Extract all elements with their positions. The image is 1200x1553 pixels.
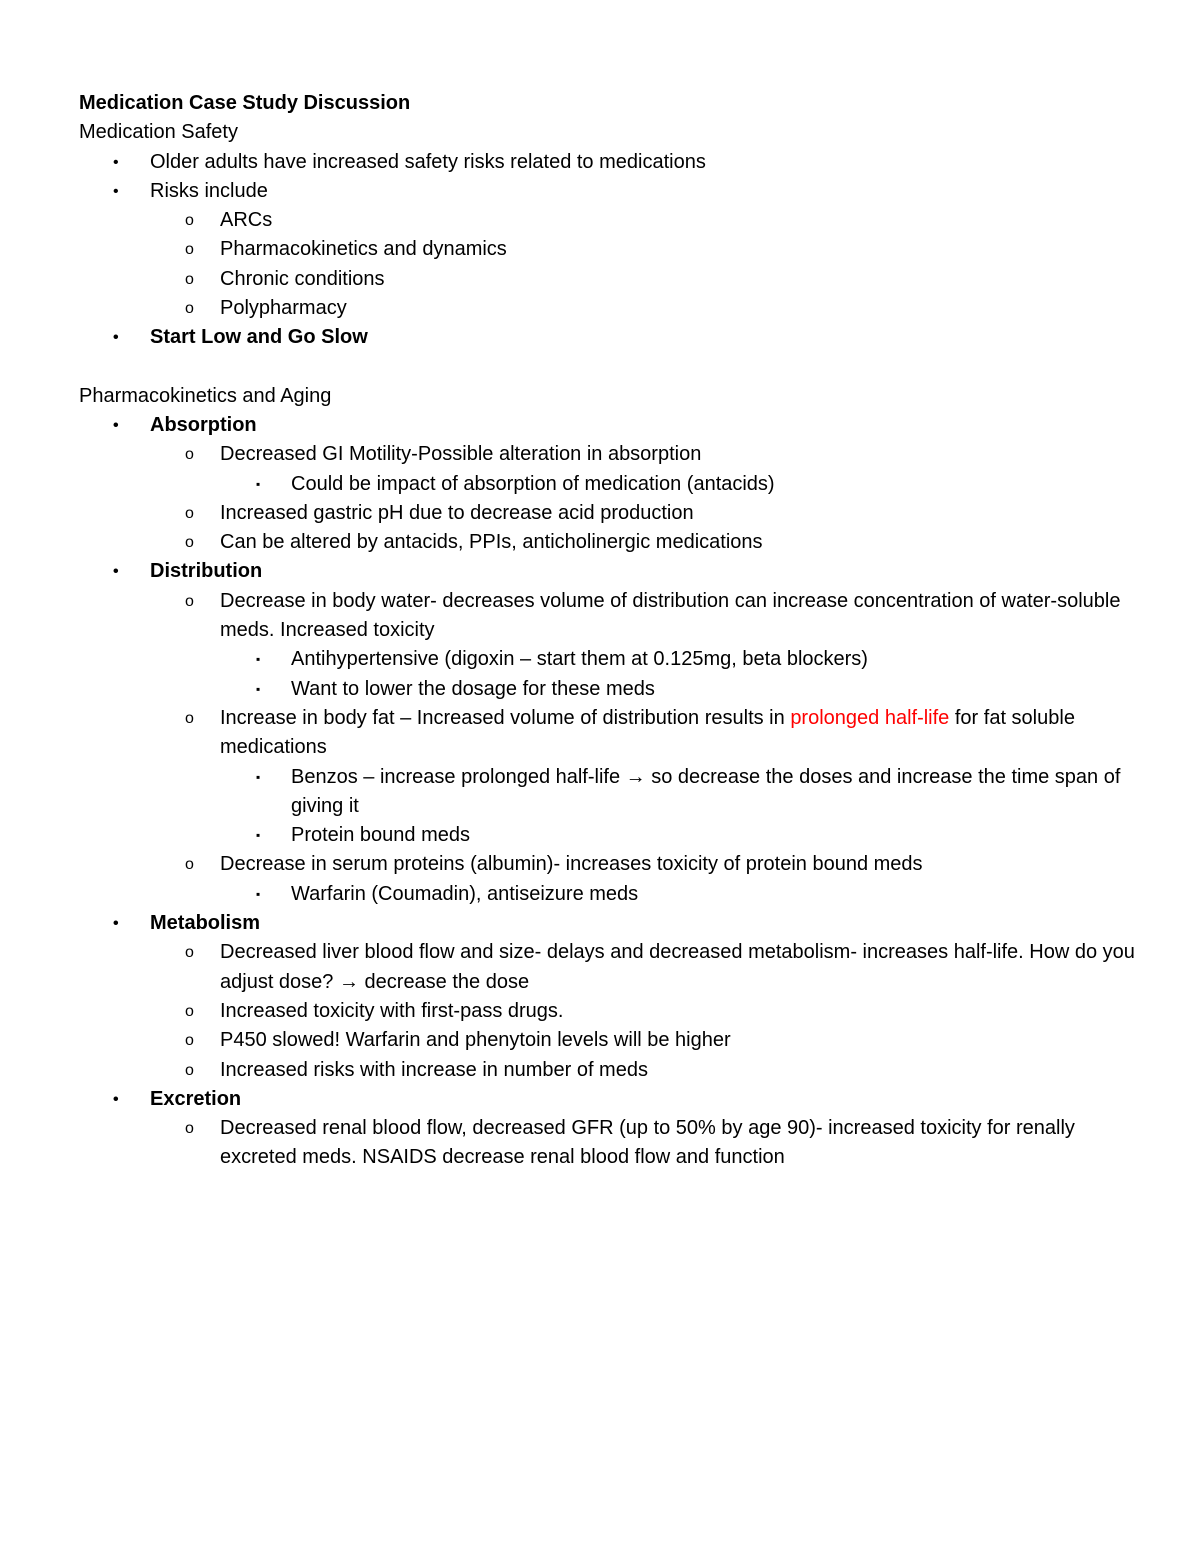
distribution-sub-list-3 xyxy=(79,880,1139,909)
circle-marker: o xyxy=(185,300,194,318)
list-item xyxy=(79,470,1139,499)
pharmacokinetics-list xyxy=(79,411,1139,1173)
list-item-text: Warfarin (Coumadin), antiseizure meds xyxy=(291,882,639,905)
circle-marker: o xyxy=(185,504,194,522)
list-item xyxy=(79,1114,1140,1173)
bullet-marker: • xyxy=(113,182,119,200)
list-item-text: Decreased GI Motility-Possible alteration in absorption xyxy=(220,443,702,466)
highlighted-term: prolonged half-life xyxy=(790,706,950,729)
list-item-text: Absorption xyxy=(150,413,257,436)
excretion-list xyxy=(79,1114,1139,1173)
square-marker: ▪ xyxy=(256,476,261,491)
metabolism-list xyxy=(79,938,1139,1084)
list-item-text: Decrease in serum proteins (albumin)- increases toxicity of protein bound meds xyxy=(220,853,923,876)
circle-marker: o xyxy=(185,212,194,230)
distribution-sub-list-1 xyxy=(79,645,1139,704)
list-item-text: Can be altered by antacids, PPIs, anticholinergic medications xyxy=(220,531,763,554)
bullet-marker: • xyxy=(113,329,119,347)
list-item-text: Benzos – increase prolonged half-life → so decrease the doses and increase the time span of giving it xyxy=(291,765,1121,817)
list-item-text: Protein bound meds xyxy=(291,824,471,847)
circle-marker: o xyxy=(185,446,194,464)
list-item-absorption xyxy=(79,411,1139,440)
blank-line xyxy=(79,353,1139,382)
list-item xyxy=(79,528,1139,557)
distribution-sublist-container xyxy=(79,587,1139,909)
risks-list xyxy=(79,206,1139,323)
section-heading-medication-safety: Medication Safety xyxy=(79,121,238,144)
circle-marker: o xyxy=(185,592,194,610)
list-item-text: ARCs xyxy=(220,209,273,232)
bullet-marker: • xyxy=(113,1090,119,1108)
list-item-text: Increased gastric pH due to decrease acid production xyxy=(220,501,694,524)
list-item xyxy=(79,704,1140,763)
list-item-text: Older adults have increased safety risks related to medications xyxy=(150,150,706,173)
absorption-sublist-container xyxy=(79,440,1139,557)
list-item xyxy=(79,206,1139,235)
sublist-container xyxy=(79,645,1139,704)
sublist-container xyxy=(79,763,1139,851)
list-item-text: Risks include xyxy=(150,179,268,202)
list-item xyxy=(79,645,1139,674)
bullet-marker: • xyxy=(113,915,119,933)
list-item xyxy=(79,1026,1139,1055)
list-item-excretion xyxy=(79,1085,1139,1114)
bullet-marker: • xyxy=(113,563,119,581)
list-item xyxy=(79,235,1139,264)
list-item-text: Antihypertensive (digoxin – start them at 0.125mg, beta blockers) xyxy=(291,648,868,671)
list-item-text: Pharmacokinetics and dynamics xyxy=(220,238,507,261)
square-marker: ▪ xyxy=(256,828,261,843)
list-item xyxy=(79,265,1139,294)
sublist-container xyxy=(79,880,1139,909)
list-item-metabolism xyxy=(79,909,1139,938)
list-item xyxy=(79,763,1141,822)
circle-marker: o xyxy=(185,856,194,874)
list-item-text: Excretion xyxy=(150,1087,242,1110)
metabolism-sublist-container xyxy=(79,938,1139,1084)
list-item xyxy=(79,1056,1139,1085)
list-item-text: P450 slowed! Warfarin and phenytoin levels will be higher xyxy=(220,1029,731,1052)
circle-marker: o xyxy=(185,1120,194,1138)
risks-sublist-container xyxy=(79,206,1139,323)
circle-marker: o xyxy=(185,1061,194,1079)
list-item-text: Could be impact of absorption of medication (antacids) xyxy=(291,472,775,495)
list-item xyxy=(79,997,1139,1026)
document-title: Medication Case Study Discussion xyxy=(79,92,411,114)
circle-marker: o xyxy=(185,709,194,727)
list-item-text: Increased toxicity with first-pass drugs. xyxy=(220,999,564,1022)
list-item xyxy=(79,148,1139,177)
list-item-text: Metabolism xyxy=(150,912,261,935)
list-item-text-end: for fat soluble medications xyxy=(220,706,1075,759)
circle-marker: o xyxy=(185,270,194,288)
list-item-text: Distribution xyxy=(150,560,263,583)
list-item-text: Decreased liver blood flow and size- delays and decreased metabolism- increases half-life. How do you adjust dose? → decrease the dose xyxy=(220,941,1135,993)
distribution-sub-list-2 xyxy=(79,763,1139,851)
circle-marker: o xyxy=(185,241,194,259)
excretion-sublist-container xyxy=(79,1114,1139,1173)
list-item-text: Start Low and Go Slow xyxy=(150,326,368,349)
square-marker: ▪ xyxy=(256,769,261,784)
list-item xyxy=(79,587,1140,646)
list-item xyxy=(79,850,1139,879)
list-item xyxy=(79,323,1139,352)
list-item xyxy=(79,440,1139,469)
list-item-text-start: Increase in body fat – Increased volume of distribution results in xyxy=(220,706,791,729)
distribution-list xyxy=(79,587,1139,909)
list-item-text: Increased risks with increase in number of meds xyxy=(220,1058,648,1081)
list-item-text: Chronic conditions xyxy=(220,267,385,290)
list-item-text: Decreased renal blood flow, decreased GFR (up to 50% by age 90)- increased toxicity for renally excreted meds. NSAIDS decrease renal blood flow and function xyxy=(220,1117,1075,1169)
list-item-text: Want to lower the dosage for these meds xyxy=(291,677,655,700)
list-item-text: Polypharmacy xyxy=(220,297,347,320)
circle-marker: o xyxy=(185,1002,194,1020)
document-body xyxy=(79,89,1139,1173)
bullet-marker: • xyxy=(113,153,119,171)
square-marker: ▪ xyxy=(256,681,261,696)
list-item-distribution xyxy=(79,557,1139,586)
list-item xyxy=(79,499,1139,528)
list-item xyxy=(79,294,1139,323)
list-item xyxy=(79,177,1139,206)
circle-marker: o xyxy=(185,944,194,962)
circle-marker: o xyxy=(185,1032,194,1050)
list-item xyxy=(79,675,1139,704)
list-item-text: Decrease in body water- decreases volume of distribution can increase concentration of water-soluble meds. Increased toxicity xyxy=(220,589,1121,642)
circle-marker: o xyxy=(185,534,194,552)
section-heading-pharmacokinetics: Pharmacokinetics and Aging xyxy=(79,384,332,407)
list-item xyxy=(79,880,1139,909)
list-item xyxy=(79,821,1139,850)
square-marker: ▪ xyxy=(256,886,261,901)
sublist-container xyxy=(79,470,1139,499)
absorption-list xyxy=(79,440,1139,557)
list-item xyxy=(79,938,1140,997)
square-marker: ▪ xyxy=(256,652,261,667)
absorption-sub-list xyxy=(79,470,1139,499)
bullet-marker: • xyxy=(113,416,119,434)
medication-safety-list xyxy=(79,148,1139,353)
